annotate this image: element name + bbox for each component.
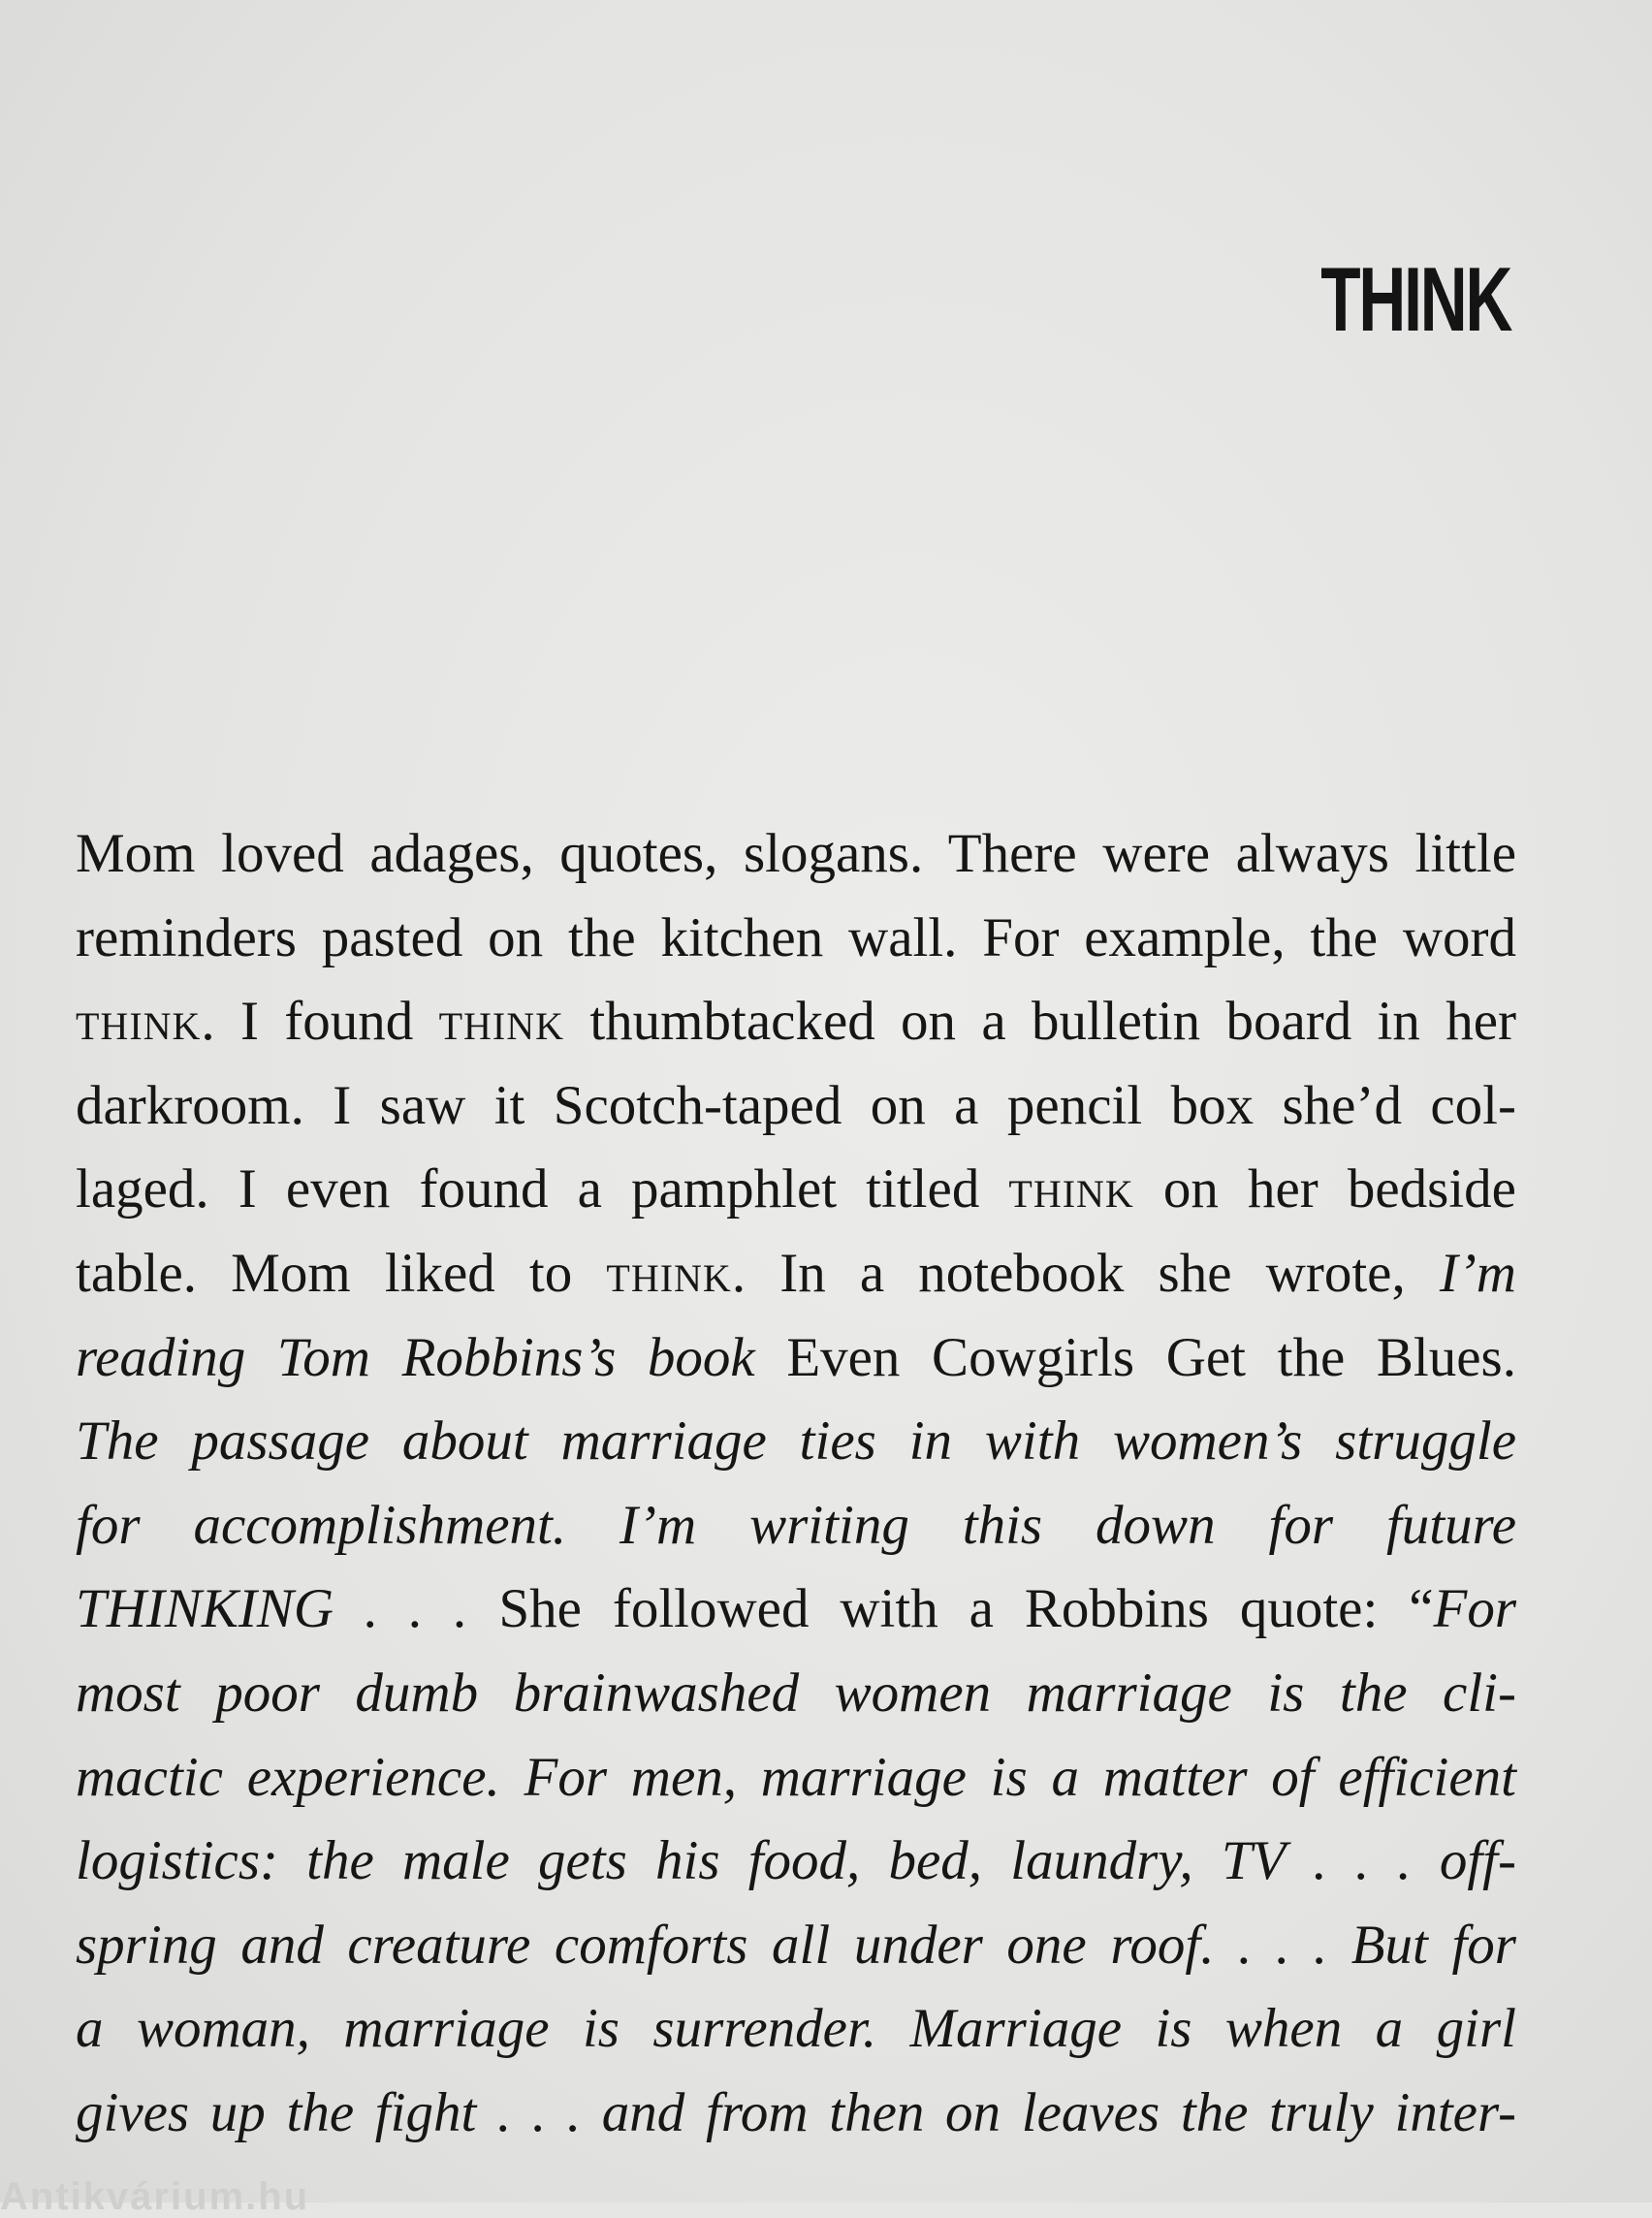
text-line — [76, 1987, 1516, 2072]
small-caps-word: think — [76, 991, 202, 1053]
italic-text: The passage about marriage ties in with women’s struggle — [76, 1410, 1516, 1473]
text-run: She followed with a Robbins quote: “ — [498, 1578, 1434, 1640]
text-line — [76, 1484, 1516, 1568]
text-line — [76, 1652, 1516, 1736]
text-run: darkroom. I saw it Scotch-taped on a pencil box she’d col- — [76, 1074, 1516, 1136]
text-line — [76, 812, 1516, 897]
text-run: . I found — [201, 991, 439, 1053]
text-run: Mom loved adages, quotes, slogans. There were always little — [76, 823, 1516, 884]
italic-text: I’m — [1439, 1242, 1516, 1304]
text-run: . In a notebook she wrote, — [731, 1242, 1440, 1304]
italic-text: a woman, marriage is surrender. Marriage is when a girl — [76, 1998, 1516, 2060]
text-line — [76, 1820, 1516, 1904]
text-line — [76, 1904, 1516, 1988]
italic-text: THINKING . . . — [76, 1578, 499, 1640]
small-caps-word: think — [1008, 1158, 1134, 1220]
text-line — [76, 1400, 1516, 1484]
text-line — [76, 2072, 1516, 2156]
text-line — [76, 1568, 1516, 1652]
text-line — [76, 1148, 1516, 1232]
text-line — [76, 897, 1516, 981]
italic-text: reading Tom Robbins’s book — [76, 1326, 787, 1388]
text-line — [76, 1232, 1516, 1316]
body-paragraph — [76, 812, 1516, 2156]
text-run: on her bedside — [1133, 1158, 1516, 1220]
italic-text: For — [1433, 1578, 1516, 1640]
text-run: table. Mom liked to — [76, 1242, 607, 1304]
text-run: thumbtacked on a bulletin board in her — [564, 991, 1516, 1053]
text-line — [76, 980, 1516, 1064]
small-caps-word: think — [438, 991, 565, 1053]
text-line — [76, 1064, 1516, 1149]
text-run: reminders pasted on the kitchen wall. For example, the word — [76, 906, 1516, 968]
italic-text: mactic experience. For men, marriage is a matter of efficient — [76, 1746, 1516, 1808]
italic-text: logistics: the male gets his food, bed, laundry, TV . . . off- — [76, 1830, 1516, 1892]
chapter-title: THINK — [1320, 248, 1510, 350]
small-caps-word: think — [606, 1242, 732, 1304]
text-run: laged. I even found a pamphlet titled — [76, 1158, 1009, 1220]
text-line — [76, 1316, 1516, 1401]
italic-text: most poor dumb brainwashed women marriage is the cli- — [76, 1662, 1516, 1724]
italic-text: for accomplishment. I’m writing this down for future — [76, 1494, 1516, 1556]
text-run: Even Cowgirls Get the Blues. — [786, 1326, 1516, 1388]
text-line — [76, 1736, 1516, 1821]
italic-text: gives up the fight . . . and from then on leaves the truly inter- — [76, 2081, 1516, 2143]
watermark-text: Antikvárium.hu — [0, 2175, 310, 2218]
italic-text: spring and creature comforts all under one roof. . . . But for — [76, 1914, 1516, 1976]
